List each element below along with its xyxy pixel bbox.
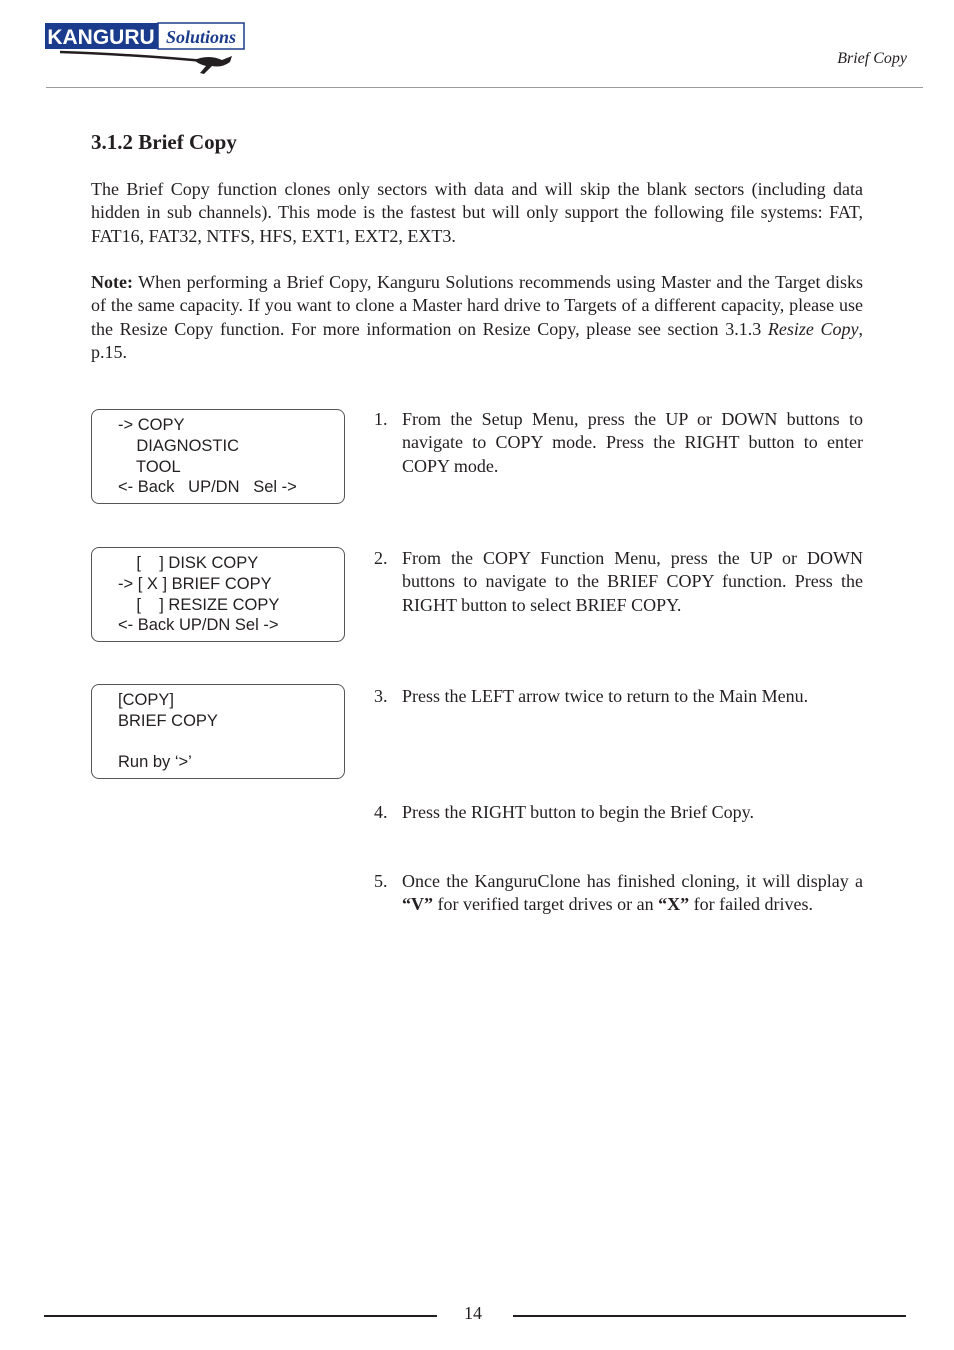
step-text: From the COPY Function Menu, press the UP or DOWN buttons to navigate to the BRIEF COPY function. Press the RIGHT button to select BRIEF COPY.	[402, 548, 863, 615]
step-text: From the Setup Menu, press the UP or DOWN buttons to navigate to COPY mode. Press the RIGHT button to enter COPY mode.	[402, 409, 863, 476]
verified-symbol: “V”	[402, 894, 433, 915]
note-text: When performing a Brief Copy, Kanguru Solutions recommends using Master and the Target disks of the same capacity. If you want to clone a Master hard drive to Targets of a different capacity, please use the Resize Copy function. For more information on Resize Copy, please see section 3.1.3	[91, 272, 863, 339]
lcd-screen-main-menu	[91, 409, 345, 504]
header-divider	[46, 87, 923, 88]
step-number: 4.	[374, 802, 388, 822]
note-tail: , p.15.	[91, 318, 863, 362]
lcd-line: -> COPY	[118, 416, 185, 434]
lcd-line: BRIEF COPY	[118, 712, 218, 730]
page-number: 14	[464, 1303, 482, 1323]
lcd-line: <- Back UP/DN Sel ->	[118, 478, 297, 496]
step-text-part: Once the KanguruClone has finished cloning, it will display a	[402, 871, 863, 891]
step-number: 2.	[374, 548, 388, 568]
section-title: 3.1.2 Brief Copy	[91, 130, 237, 154]
lcd-line: [COPY]	[118, 691, 174, 709]
step-text-part: for failed drives.	[689, 894, 814, 915]
lcd-line: TOOL	[118, 458, 181, 476]
note-paragraph	[91, 271, 863, 364]
footer-rule-right	[513, 1315, 906, 1317]
kanguru-logo	[44, 22, 246, 78]
lcd-line: [ ] DISK COPY	[118, 554, 259, 572]
step-4	[374, 801, 863, 824]
step-2	[374, 547, 863, 617]
step-number: 3.	[374, 686, 388, 706]
step-5	[374, 870, 863, 917]
intro-paragraph: The Brief Copy function clones only sectors with data and will skip the blank sectors (including data hidden in sub channels). This mode is the fastest but will only support the following file systems: FAT, FAT16, FAT32, NTFS, HFS, EXT1, EXT2, EXT3.	[91, 179, 863, 246]
footer-rule-left	[44, 1315, 437, 1317]
note-label: Note:	[91, 272, 133, 292]
logo-sub-text: Solutions	[165, 27, 237, 47]
step-1	[374, 408, 863, 478]
lcd-screen-copy-function	[91, 547, 345, 642]
kangaroo-icon	[194, 56, 232, 74]
running-title: Brief Copy	[837, 50, 907, 67]
step-text-part: for verified target drives or an	[433, 894, 659, 915]
step-3	[374, 685, 863, 708]
lcd-line: Run by ‘>’	[118, 753, 192, 771]
lcd-screen-run	[91, 684, 345, 779]
lcd-line: -> [ X ] BRIEF COPY	[118, 575, 272, 593]
step-text: Press the RIGHT button to begin the Brief Copy.	[402, 802, 754, 822]
note-reference: Resize Copy	[767, 318, 859, 339]
failed-symbol: “X”	[658, 894, 690, 915]
logo-brand-text: KANGURU	[47, 26, 155, 49]
step-number: 1.	[374, 409, 388, 429]
lcd-line: DIAGNOSTIC	[118, 437, 240, 455]
step-text	[402, 870, 863, 917]
lcd-line: [ ] RESIZE COPY	[118, 596, 280, 614]
lcd-line: <- Back UP/DN Sel ->	[118, 616, 279, 634]
step-number: 5.	[374, 871, 388, 891]
step-text: Press the LEFT arrow twice to return to the Main Menu.	[402, 686, 809, 706]
